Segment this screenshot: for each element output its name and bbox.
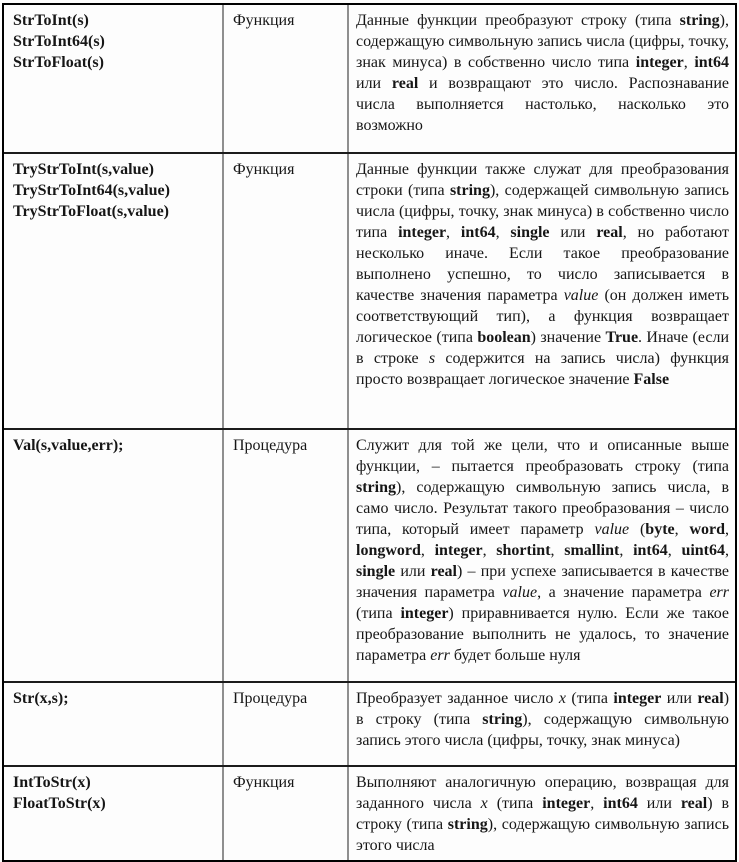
table-row: [4, 765, 735, 860]
description-text: Служит для той же цели, что и описанные выше функции, – пытается преобразовать строку (типа: [356, 437, 729, 475]
function-signature: TryStrToInt64(s,value): [13, 182, 170, 199]
kind-cell: Функция: [224, 767, 349, 860]
description-text: (: [629, 521, 646, 538]
keyword-bold: int64: [603, 795, 638, 812]
parameter-italic: value: [563, 287, 599, 304]
description-text: ,: [420, 542, 435, 559]
kind-cell: Функция: [224, 5, 349, 152]
keyword-bold: integer: [400, 605, 449, 622]
description-text: ,: [725, 521, 730, 538]
description-text: или: [549, 224, 597, 241]
parameter-italic: value: [502, 584, 538, 601]
description-text: Данные функции преобразуют строку (типа: [356, 12, 680, 29]
function-signature: Val(s,value,err);: [13, 437, 124, 454]
description-text: ,: [495, 224, 511, 241]
description-text: ), содержащую символьную запись числа, в само число. Результат такого преобразования – число типа, который имеет параметр: [356, 479, 729, 538]
table-row: [4, 428, 735, 681]
function-name-cell: [4, 154, 224, 428]
keyword-bold: integer: [635, 54, 684, 71]
keyword-bold: real: [391, 75, 419, 92]
description-text: или: [356, 75, 392, 92]
description-text: или: [661, 690, 698, 707]
keyword-bold: int64: [633, 542, 668, 559]
parameter-italic: x: [480, 795, 488, 812]
description-text: ) значение: [530, 329, 606, 346]
keyword-bold: string: [356, 479, 396, 496]
description-text: ) – при успехе записывается в качестве значения параметра: [356, 563, 729, 601]
keyword-bold: True: [605, 329, 639, 346]
description-text: ), содержащую символьную запись этого числа (цифры, точку, знак минуса): [356, 711, 729, 749]
parameter-italic: x: [558, 690, 566, 707]
table-row: [4, 5, 735, 152]
keyword-bold: False: [633, 371, 670, 388]
description-text: (типа: [565, 690, 614, 707]
description-text: ), содержащую символьную запись числа (цифры, точку, знак минуса) в собственно число типа: [356, 12, 729, 71]
keyword-bold: single: [510, 224, 550, 241]
function-signature: StrToFloat(s): [13, 54, 104, 71]
description-text: (типа: [356, 605, 401, 622]
description-text: (типа: [487, 795, 543, 812]
description-cell: [349, 683, 735, 765]
description-text: или: [637, 795, 681, 812]
description-text: ) в строку (типа: [356, 795, 730, 833]
keyword-bold: real: [697, 690, 724, 707]
description-cell: [349, 5, 735, 152]
function-signature: IntToStr(x): [13, 774, 91, 791]
description-text: ,: [674, 521, 690, 538]
keyword-bold: integer: [613, 690, 662, 707]
functions-reference-table: [2, 3, 737, 862]
function-name-cell: [4, 683, 224, 765]
keyword-bold: boolean: [477, 329, 531, 346]
keyword-bold: shortint: [496, 542, 551, 559]
description-text: ,: [667, 542, 682, 559]
kind-cell: Процедура: [224, 430, 349, 681]
description-text: ), содержащей символьную запись числа (цифры, точку, знак минуса) в собственно число типа: [356, 182, 730, 241]
keyword-bold: integer: [434, 542, 483, 559]
function-name-cell: [4, 767, 224, 860]
description-text: (он должен иметь соответствующий тип), а функция возвращает логическое (типа: [356, 287, 730, 346]
description-text: или: [395, 563, 431, 580]
function-signature: StrToInt(s): [13, 12, 89, 29]
function-name-cell: [4, 5, 224, 152]
keyword-bold: single: [356, 563, 396, 580]
kind-cell: Функция: [224, 154, 349, 428]
description-text: будет больше нуля: [449, 647, 581, 664]
description-text: ,: [590, 795, 604, 812]
description-text: ) в строку (типа: [356, 690, 730, 728]
description-text: и возвращают это число. Распознавание числа выполняется настолько, насколько это возможно: [356, 75, 730, 134]
description-text: ,: [619, 542, 634, 559]
keyword-bold: string: [449, 182, 490, 199]
keyword-bold: word: [689, 521, 726, 538]
keyword-bold: integer: [398, 224, 447, 241]
keyword-bold: string: [679, 12, 720, 29]
keyword-bold: real: [430, 563, 457, 580]
description-cell: [349, 767, 735, 860]
function-signature: Str(x,s);: [13, 690, 69, 707]
keyword-bold: int64: [694, 54, 729, 71]
description-text: Данные функции также служат для преобразования строки (типа: [356, 161, 729, 199]
keyword-bold: string: [447, 816, 488, 833]
description-text: ,: [446, 224, 461, 241]
parameter-italic: s: [428, 350, 436, 367]
description-text: ,: [482, 542, 497, 559]
function-signature: FloatToStr(x): [13, 795, 106, 812]
table-row: [4, 681, 735, 765]
kind-cell: Процедура: [224, 683, 349, 765]
keyword-bold: real: [680, 795, 708, 812]
description-text: Преобразует заданное число: [356, 690, 559, 707]
parameter-italic: err: [430, 647, 450, 664]
description-text: ), содержащую символьную запись этого числа: [356, 816, 729, 854]
description-text: ,: [683, 54, 695, 71]
keyword-bold: integer: [542, 795, 591, 812]
keyword-bold: uint64: [681, 542, 726, 559]
keyword-bold: smallint: [564, 542, 620, 559]
description-text: ) приравнивается нулю. Если же такое преобразование выполнить не удалось, то значение параметра: [356, 605, 730, 664]
description-text: Выполняют аналогичную операцию, возвращая для заданного числа: [356, 774, 729, 812]
function-name-cell: [4, 430, 224, 681]
description-text: . Иначе (если в строке: [356, 329, 729, 367]
description-text: ,: [725, 542, 730, 559]
function-signature: StrToInt64(s): [13, 33, 105, 50]
parameter-italic: value: [594, 521, 630, 538]
description-cell: [349, 430, 735, 681]
function-signature: TryStrToFloat(s,value): [13, 203, 169, 220]
description-text: содержится на запись числа) функция просто возвращает логическое значение: [356, 350, 729, 388]
keyword-bold: real: [596, 224, 623, 241]
description-text: ,: [550, 542, 565, 559]
description-text: , но работают несколько иначе. Если такое преобразование выполнено успешно, то число записывается в качестве значения параметра: [356, 224, 729, 304]
keyword-bold: byte: [645, 521, 675, 538]
description-text: , а значение параметра: [537, 584, 710, 601]
table-row: [4, 152, 735, 428]
function-signature: TryStrToInt(s,value): [13, 161, 154, 178]
keyword-bold: longword: [356, 542, 421, 559]
parameter-italic: err: [709, 584, 729, 601]
keyword-bold: int64: [460, 224, 496, 241]
keyword-bold: string: [482, 711, 523, 728]
description-cell: [349, 154, 735, 428]
